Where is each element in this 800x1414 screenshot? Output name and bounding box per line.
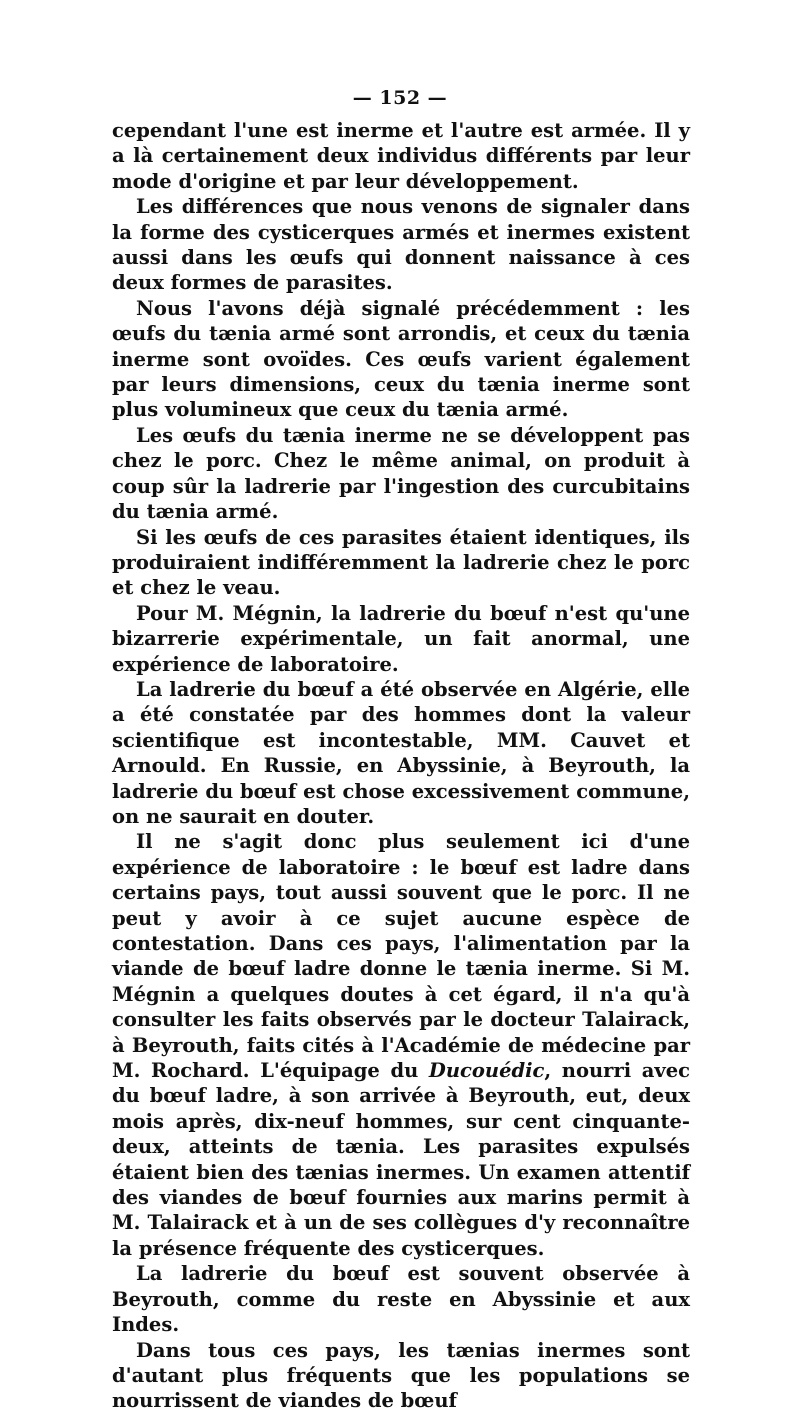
paragraph-6: Pour M. Mégnin, la ladrerie du bœuf n'est qu'une bizarrerie expérimentale, un fait anormal, une expérience de laboratoire. [112, 601, 690, 676]
paragraph-5: Si les œufs de ces parasites étaient identiques, ils produiraient indifféremment la ladrerie chez le porc et chez le veau. [112, 525, 690, 600]
paragraph-8 [112, 829, 690, 1261]
page-number: — 152 — [352, 87, 448, 109]
paragraph-4: Les œufs du tænia inerme ne se développent pas chez le porc. Chez le même animal, on produit à coup sûr la ladrerie par l'ingestion des curcubitains du tænia armé. [112, 423, 690, 524]
paragraph-10: Dans tous ces pays, les tænias inermes sont d'autant plus fréquents que les populations se nourrissent de viandes de bœuf [112, 1338, 690, 1413]
paragraph-9: La ladrerie du bœuf est souvent observée à Beyrouth, comme du reste en Abyssinie et aux Indes. [112, 1262, 690, 1337]
paragraph-8-text-after: , nourri avec du bœuf ladre, à son arrivée à Beyrouth, eut, deux mois après, dix-neuf hommes, sur cent cinquante-deux, atteints de tænia. Les parasites expulsés étaient bien des tænias inermes. Un examen attentif des viandes de bœuf fournies aux marins permit à M. Talairack et à un de ses collègues d'y reconnaître la présence fréquente des cysticerques. [112, 1059, 690, 1260]
paragraph-1: cependant l'une est inerme et l'autre est armée. Il y a là certainement deux individus différents par leur mode d'origine et par leur développement. [112, 119, 690, 193]
body-text [112, 118, 690, 1414]
paragraph-8-text-before: Il ne s'agit donc plus seulement ici d'une expérience de laboratoire : le bœuf est ladre dans certains pays, tout aussi souvent que le porc. Il ne peut y avoir à ce sujet aucune espèce de contestation. Dans ces pays, l'alimentation par la viande de bœuf ladre donne le tænia inerme. Si M. Mégnin a quelques doutes à cet égard, il n'a qu'à consulter les faits observés par le docteur Talairack, à Beyrouth, faits cités à l'Académie de médecine par M. Rochard. L'équipage du [112, 830, 690, 1083]
paragraph-3: Nous l'avons déjà signalé précédemment : les œufs du tænia armé sont arrondis, et ceux du tænia inerme sont ovoïdes. Ces œufs varient également par leurs dimensions, ceux du tænia inerme sont plus volumineux que ceux du tænia armé. [112, 296, 690, 422]
ship-name: Ducouédic [428, 1059, 545, 1083]
paragraph-2: Les différences que nous venons de signaler dans la forme des cysticerques armés et inermes existent aussi dans les œufs qui donnent naissance à ces deux formes de parasites. [112, 195, 690, 295]
paragraph-7: La ladrerie du bœuf a été observée en Algérie, elle a été constatée par des hommes dont la valeur scientifique est incontestable, MM. Cauvet et Arnould. En Russie, en Abyssinie, à Beyrouth, la ladrerie du bœuf est chose excessivement commune, on ne saurait en douter. [112, 677, 690, 828]
